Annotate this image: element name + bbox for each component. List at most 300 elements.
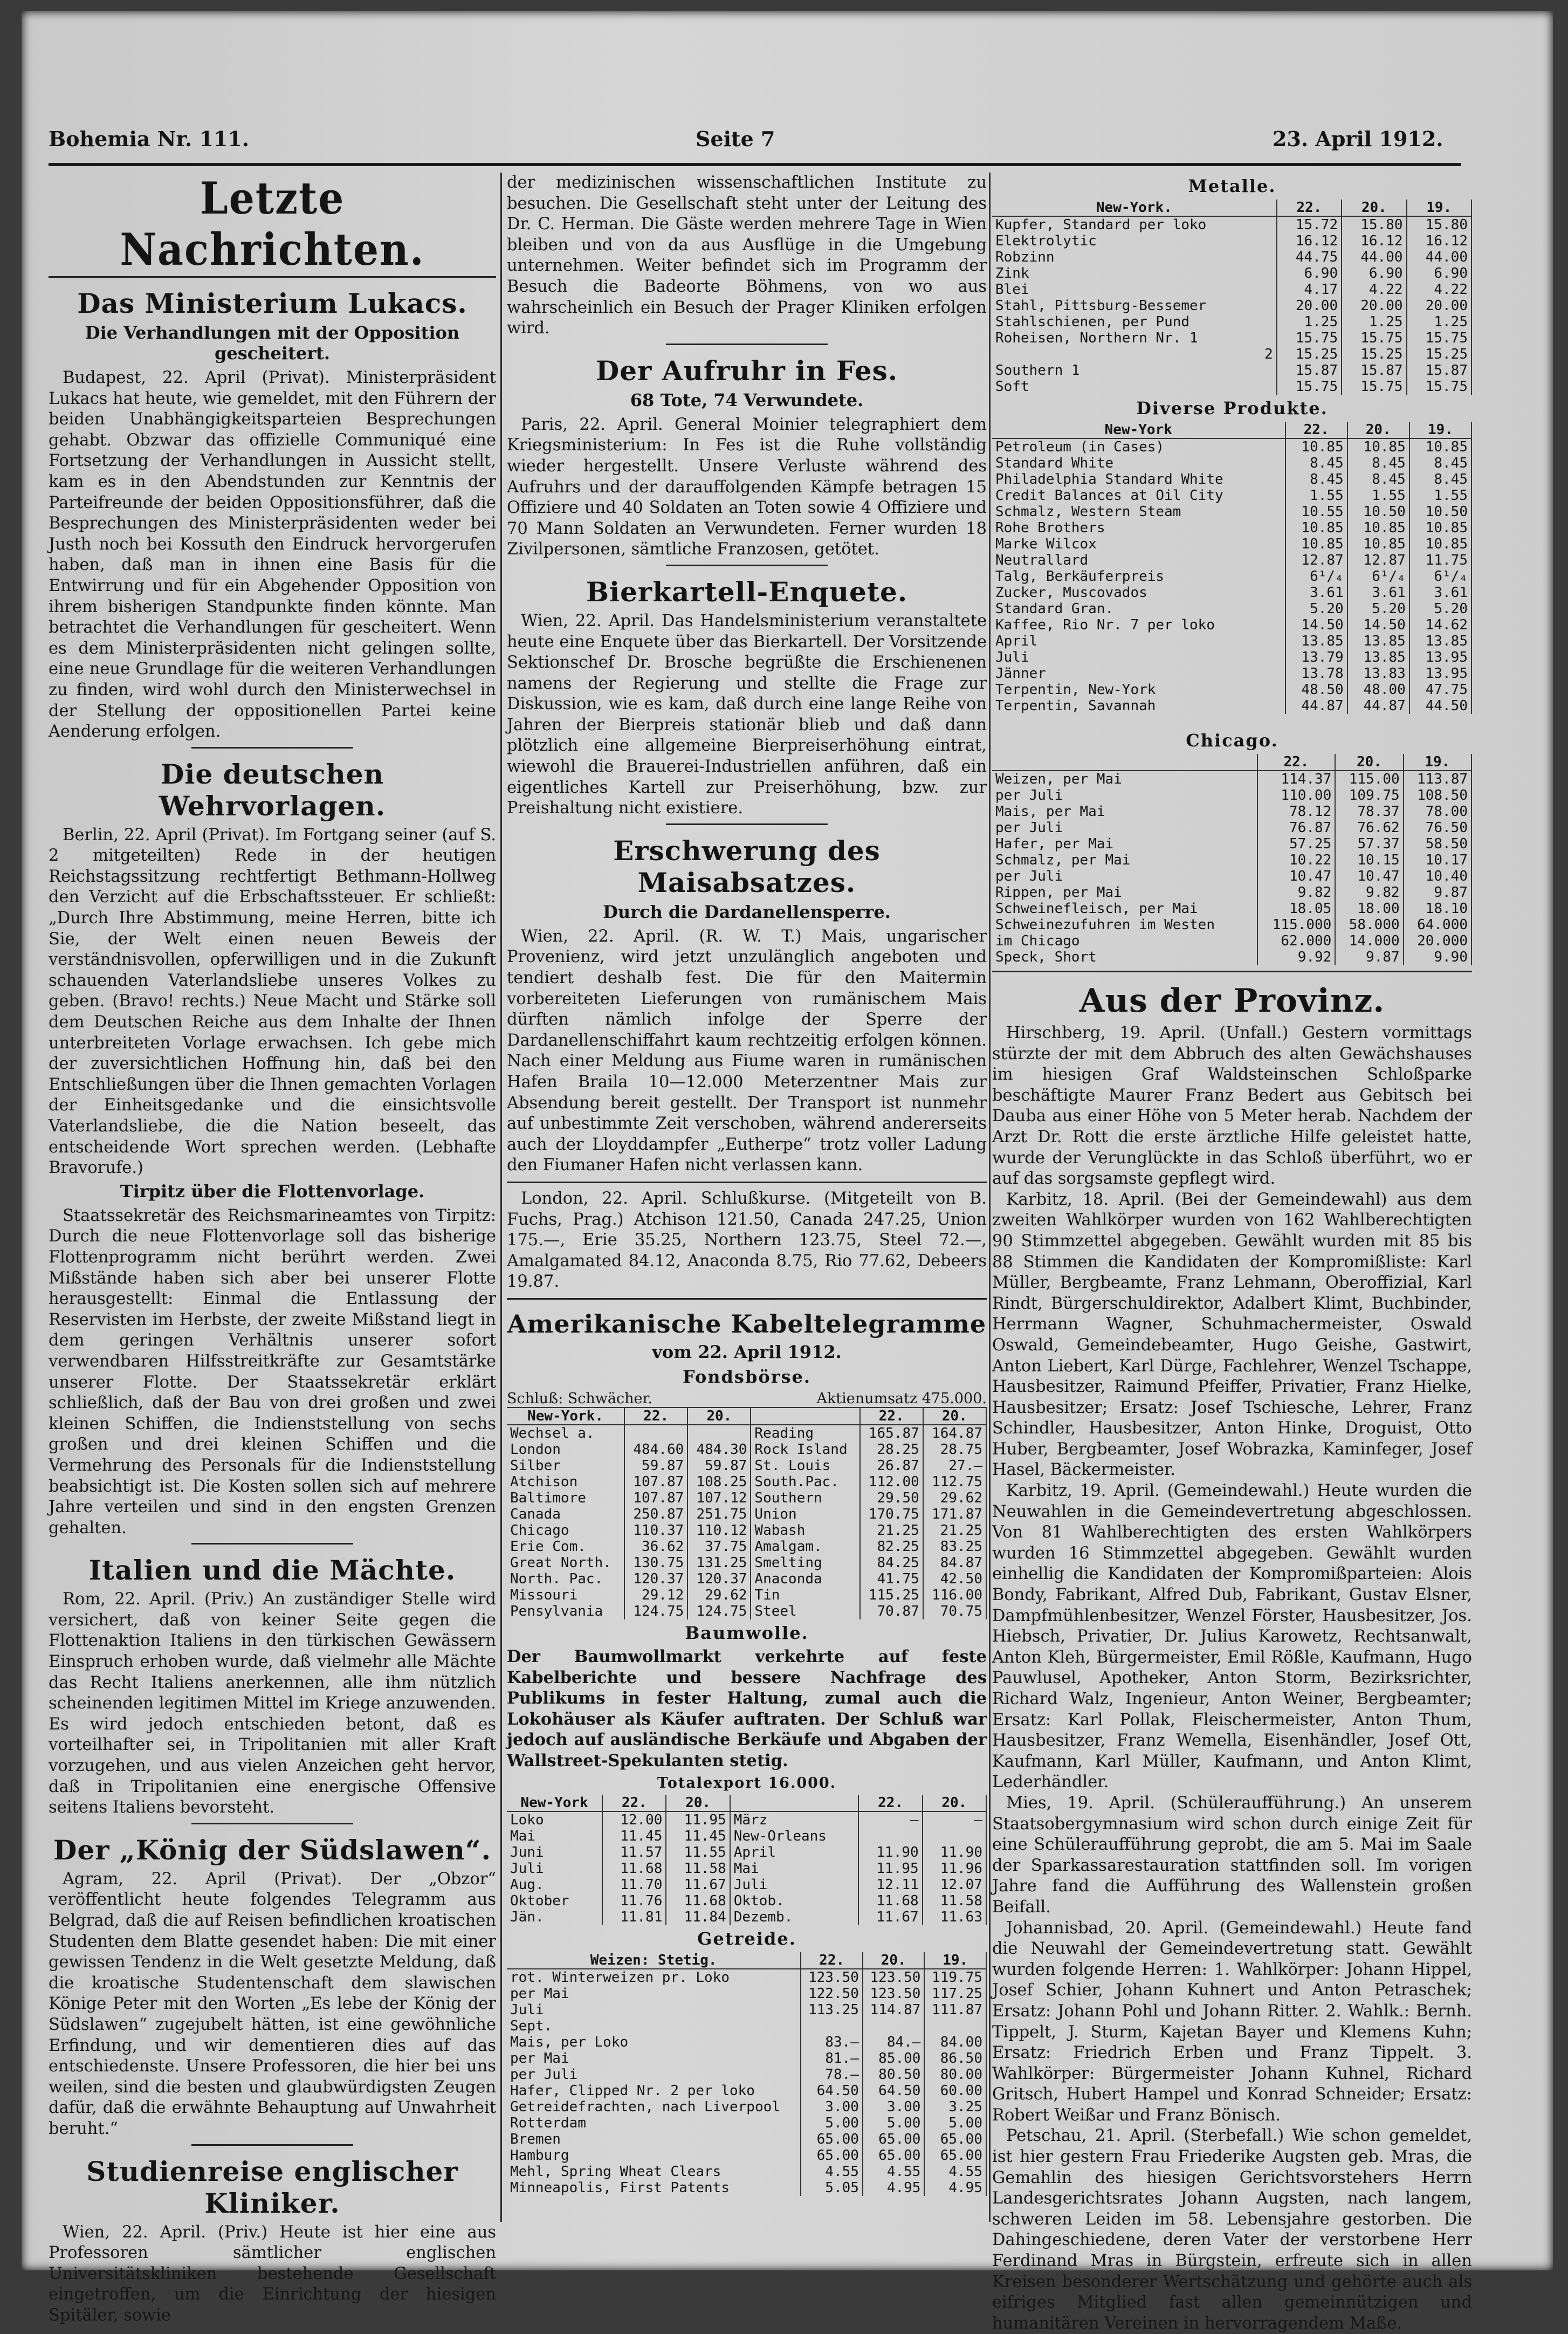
table-cell: 15.75 — [1342, 379, 1406, 395]
table-cell: 12.87 — [1285, 552, 1347, 568]
table-row — [507, 1490, 986, 1506]
table-header-cell: 22. — [858, 1795, 922, 1811]
table-cell: 11.58 — [923, 1893, 986, 1909]
table-cell: 4.55 — [801, 2164, 863, 2180]
table-cell: Rippen, per Mai — [992, 884, 1257, 901]
table-header-cell: 22. — [602, 1795, 666, 1811]
table-header-cell: New-York — [992, 422, 1285, 438]
table-cell: Mai — [730, 1861, 859, 1877]
table-header-cell: 22. — [801, 1952, 863, 1969]
table-cell: 28.25 — [860, 1441, 923, 1458]
table-row — [507, 2099, 986, 2115]
article-body: Johannisbad, 20. April. (Gemeindewahl.) Heute fand die Neuwahl der Gemeindevertretung statt. Gewählt wurden folgende Herren: 1. Wahlkörper: Johann Hippel, Josef Schier, Johann Kuhnert und Anton Petraschek; Ersatz: Johann Pohl und Johann Ritter. 2. Wahlk.: Bernh. Tippelt, J. Sturm, Kajetan Bayer und Klemens Kuhn; Ersatz: Friedrich Erben und Franz Tippelt. 3. Wahlkörper: Bürgermeister Johann Kuhnel, Richard Gritsch, Hubert Hampel und Konrad Schneider; Ersatz: Robert Weißar und Franz Bönisch. — [992, 1918, 1472, 2125]
table-cell: 14.000 — [1335, 933, 1403, 949]
table-cell: März — [730, 1811, 859, 1828]
table-cell: 4.95 — [924, 2180, 986, 2196]
table-cell: 70.75 — [923, 1603, 986, 1619]
table-header-cell: New-York. — [992, 200, 1277, 216]
table-cell: 14.62 — [1409, 617, 1471, 633]
table-header-cell: 19. — [1407, 200, 1471, 216]
divider — [191, 747, 353, 749]
table-row — [507, 1425, 986, 1441]
table-row — [992, 633, 1471, 649]
table-cell: 70.87 — [860, 1603, 923, 1619]
table-cell: 4.22 — [1342, 282, 1406, 298]
table-cell: Petroleum (in Cases) — [992, 438, 1285, 455]
table-cell: St. Louis — [751, 1458, 859, 1474]
table-row — [507, 2115, 986, 2131]
table-cell: per Juli — [507, 2067, 801, 2083]
table-cell: 5.20 — [1285, 601, 1347, 617]
table-cell: 18.05 — [1257, 901, 1336, 917]
table-cell: Schweinefleisch, per Mai — [992, 901, 1257, 917]
table-row — [992, 665, 1471, 682]
table-header-row — [507, 1795, 986, 1811]
table-cell: 11.70 — [602, 1877, 666, 1893]
table-cell: Wabash — [751, 1522, 859, 1539]
table-cell: 11.84 — [666, 1909, 730, 1925]
table-cell: 107.12 — [687, 1490, 751, 1506]
table-cell: 86.50 — [924, 2050, 986, 2067]
table-cell: Chicago — [507, 1522, 624, 1539]
table-cell: 11.68 — [666, 1893, 730, 1909]
table-cell: 15.75 — [1277, 330, 1342, 346]
table-cell: 10.85 — [1409, 520, 1471, 536]
table-cell: Rohe Brothers — [992, 520, 1285, 536]
table-cell: 80.50 — [863, 2067, 925, 2083]
table-cell: 1.25 — [1277, 314, 1342, 330]
table-cell: New-Orleans — [730, 1828, 859, 1844]
table-cell: 8.45 — [1347, 471, 1409, 488]
table-header-row — [992, 754, 1471, 771]
table-cell: 10.55 — [1285, 504, 1347, 520]
divider — [191, 1823, 353, 1824]
fonds-status-line — [507, 1390, 987, 1408]
table-cell: 4.55 — [863, 2164, 925, 2180]
getreide-title: Getreide. — [697, 1928, 796, 1949]
table-header-row — [507, 1408, 986, 1425]
article-subtitle: Die Verhandlungen mit der Opposition gescheitert. — [85, 322, 460, 363]
table-cell: 107.87 — [624, 1474, 687, 1490]
table-header-cell: New-York. — [507, 1408, 624, 1425]
table-cell: Juli — [507, 1861, 602, 1877]
table-cell: Juni — [507, 1844, 602, 1861]
table-cell: 116.00 — [923, 1587, 986, 1603]
table-cell: 15.25 — [1342, 346, 1406, 362]
table-row — [992, 933, 1471, 949]
table-row — [507, 1877, 986, 1893]
table-cell: 84.87 — [923, 1555, 986, 1571]
table-header-cell — [992, 754, 1257, 771]
column-left — [49, 173, 496, 2325]
table-cell: 11.76 — [602, 1893, 666, 1909]
table-cell: 107.87 — [624, 1490, 687, 1506]
table-cell: 13.83 — [1347, 665, 1409, 682]
table-row — [992, 617, 1471, 633]
article-body: Berlin, 22. April (Privat). Im Fortgang seiner (auf S. 2 mitgeteilten) Rede in der heutigen Reichstagssitzung rechtfertigt Bethmann-Hollweg den Verzicht auf die Erbschaftssteuer. Er schließt: „Durch Ihre Abstimmung, meine Herren, bitte ich Sie, der Welt einen neuen Beweis der verständnisvollen, opferwilligen und in die Zukunft schauenden Vaterlandsliebe unseres Volkes zu geben. (Bravo! rechts.) Neue Macht und Stärke soll dem Deutschen Reiche aus dem Inhalte der Ihnen unterbreiteten Vorlage erwachsen. Ich gebe mich der zuversichtlichen Hoffnung hin, daß bei den Entschließungen über die Ihnen gemachten Vorlagen der Einheitsgedanke und die einsichtsvolle Vaterlandsliebe, die die Nation beseelt, das entscheidende Wort sprechen werden. (Lebhafte Bravorufe.) — [49, 825, 496, 1178]
table-cell: 44.50 — [1409, 698, 1471, 714]
divider — [191, 2144, 353, 2146]
newspaper-page — [22, 11, 1553, 2333]
table-cell: Bremen — [507, 2131, 801, 2147]
table-cell: Great North. — [507, 1555, 624, 1571]
table-cell: 11.67 — [666, 1877, 730, 1893]
table-cell: London — [507, 1441, 624, 1458]
table-cell: 8.45 — [1409, 455, 1471, 471]
table-cell: 12.11 — [858, 1877, 922, 1893]
table-header-cell: 20. — [1335, 754, 1403, 771]
table-cell: Mais, per Loko — [507, 2034, 801, 2050]
article-body: Wien, 22. April. (R. W. T.) Mais, ungarischer Provenienz, wird jetzt unzulänglich angeboten und tendiert deshalb fest. Die für den Maitermin vorbereiteten Lieferungen von rumänischem Mais dürften nämlich infolge der Sperre der Dardanellenschiffahrt kaum rechtzeitig erfolgen können. Nach einer Meldung aus Fiume waren in rumänischen Hafen Braila 10—12.000 Meterzentner Mais zur Absendung bereit gestellt. Der Transport ist nunmehr auf unbestimmte Zeit verschoben, während andererseits auch der Lloyddampfer „Eutherpe“ trotz voller Ladung den Fiumaner Hafen nicht verlassen kann. — [507, 926, 987, 1175]
baumwolle-title: Baumwolle. — [685, 1622, 809, 1643]
table-row — [992, 282, 1471, 298]
table-row — [992, 488, 1471, 504]
table-cell: Blei — [992, 282, 1277, 298]
table-cell: 65.00 — [924, 2131, 986, 2147]
article-subtitle: 68 Tote, 74 Verwundete. — [630, 389, 864, 410]
metalle-title: Metalle. — [1188, 176, 1276, 196]
metalle-table — [992, 200, 1472, 395]
table-row — [992, 249, 1471, 265]
table-cell: per Mai — [507, 1986, 801, 2002]
table-cell: 124.75 — [624, 1603, 687, 1619]
table-row — [507, 1986, 986, 2002]
table-cell: Weizen, per Mai — [992, 771, 1257, 787]
table-header-cell: 20. — [923, 1408, 986, 1425]
table-cell: 9.92 — [1257, 949, 1336, 965]
table-cell: 131.25 — [687, 1555, 751, 1571]
table-cell: 65.00 — [801, 2131, 863, 2147]
table-cell: 84.25 — [860, 1555, 923, 1571]
table-cell: 78.12 — [1257, 804, 1336, 820]
table-cell: 76.87 — [1257, 820, 1336, 836]
table-cell: 11.96 — [923, 1861, 986, 1877]
article-body: Mies, 19. April. (Schüleraufführung.) An unserem Staatsobergymnasium wird schon durch einige Zeit für eine Schüleraufführung geprobt, die am 5. Mai im Saale der Sparkassarestauration stattfinden soll. Im vorigen Jahre fand die Aufführung des Wallenstein großen Beifall. — [992, 1793, 1472, 1917]
article-title: Studienreise englischer Kliniker. — [86, 2155, 458, 2219]
table-cell: 3.00 — [863, 2099, 925, 2115]
table-row — [992, 852, 1471, 868]
table-cell: 16.12 — [1342, 233, 1406, 249]
article-body: Karbitz, 19. April. (Gemeindewahl.) Heute wurden die Neuwahlen in die Gemeindevertretung abgeschlossen. Von 81 Wahlberechtigten des ersten Wahlkörpers wurden 16 Stimmzettel abgegeben. Gewählt wurden einhellig die Kandidaten der Kompromißparteien: Alois Bondy, Fabrikant, Alfred Dub, Fabrikant, Gustav Elsner, Dampfmühlenbesitzer, Wenzel Förster, Hausbesitzer, Jos. Hiebsch, Privatier, Dr. Julius Karowetz, Rechtsanwalt, Anton Kleh, Bürgermeister, Emil Rößle, Kaufmann, Hugo Pauwlusel, Apotheker, Anton Storm, Bezirksrichter, Richard Walz, Ingenieur, Anton Weiner, Bergbeamter; Ersatz: Karl Pollak, Fleischermeister, Anton Thum, Hausbesitzer, Franz Wemella, Eisenhändler, Josef Ott, Kaufmann, Karl Müller, Kaufmann, und Anton Klimt, Lederhändler. — [992, 1481, 1472, 1792]
table-cell: 250.87 — [624, 1506, 687, 1522]
table-row — [507, 2002, 986, 2018]
chicago-title: Chicago. — [1186, 730, 1278, 751]
table-row — [507, 2034, 986, 2050]
table-cell: South.Pac. — [751, 1474, 859, 1490]
table-cell: 120.37 — [687, 1571, 751, 1587]
table-cell: 44.87 — [1347, 698, 1409, 714]
table-cell: 76.62 — [1335, 820, 1403, 836]
table-cell: 48.50 — [1285, 682, 1347, 698]
table-cell: Jänner — [992, 665, 1285, 682]
table-cell: Juli — [507, 2002, 801, 2018]
table-cell: 123.50 — [863, 1986, 925, 2002]
table-cell — [858, 1828, 922, 1844]
table-cell: 29.62 — [687, 1587, 751, 1603]
table-cell: 16.12 — [1277, 233, 1342, 249]
table-row — [507, 2050, 986, 2067]
table-cell: Neutrallard — [992, 552, 1285, 568]
table-row — [507, 2131, 986, 2147]
table-cell: 5.20 — [1347, 601, 1409, 617]
table-cell: Mai — [507, 1828, 602, 1844]
table-row — [992, 471, 1471, 488]
getreide-table — [507, 1952, 987, 2196]
diverse-table — [992, 422, 1472, 714]
table-cell: 8.45 — [1347, 455, 1409, 471]
article-title: Die deutschen Wehrvorlagen. — [159, 758, 386, 822]
table-cell: 18.00 — [1335, 901, 1403, 917]
table-row — [992, 233, 1471, 249]
table-cell: Schmalz, per Mai — [992, 852, 1257, 868]
table-row — [507, 1893, 986, 1909]
table-cell: 20.00 — [1342, 298, 1406, 314]
table-cell: 4.95 — [863, 2180, 925, 2196]
table-cell: 8.45 — [1285, 455, 1347, 471]
table-header-cell — [751, 1408, 859, 1425]
table-cell: 11.58 — [666, 1861, 730, 1877]
table-cell: Aug. — [507, 1877, 602, 1893]
table-cell: Kaffee, Rio Nr. 7 per loko — [992, 617, 1285, 633]
table-cell: 11.95 — [666, 1811, 730, 1828]
divider — [49, 276, 496, 278]
table-row — [507, 1811, 986, 1828]
table-cell: 251.75 — [687, 1506, 751, 1522]
table-row — [992, 504, 1471, 520]
table-cell: 65.00 — [863, 2131, 925, 2147]
table-cell: 9.87 — [1335, 949, 1403, 965]
table-cell: 115.25 — [860, 1587, 923, 1603]
table-cell: Pensylvania — [507, 1603, 624, 1619]
diverse-title: Diverse Produkte. — [1136, 398, 1328, 418]
table-row — [992, 568, 1471, 585]
kabel-date: vom 22. April 1912. — [652, 1341, 842, 1362]
table-cell: 29.50 — [860, 1490, 923, 1506]
table-cell: Juli — [730, 1877, 859, 1893]
table-cell: Oktob. — [730, 1893, 859, 1909]
table-cell: 83.25 — [923, 1539, 986, 1555]
divider — [992, 971, 1472, 972]
table-cell: Reading — [751, 1425, 859, 1441]
table-row — [507, 1603, 986, 1619]
fonds-table — [507, 1408, 987, 1619]
chicago-table — [992, 754, 1472, 965]
table-cell: 113.25 — [801, 2002, 863, 2018]
table-cell: Terpentin, Savannah — [992, 698, 1285, 714]
divider — [666, 344, 828, 345]
article-body: Paris, 22. April. General Moinier telegraphiert dem Kriegsministerium: In Fes ist die Ruhe vollständig wieder hergestellt. Unsere Verluste während des Aufruhrs und der darauffolgenden Kämpfe betragen 15 Offiziere und 40 Soldaten an Toten sowie 4 Offiziere und 70 Mann Soldaten an Verwundeten. Ferner wurden 18 Zivilpersonen, sämtliche Franzosen, getötet. — [507, 415, 987, 559]
table-row — [507, 1969, 986, 1986]
table-cell: 2 — [992, 346, 1277, 362]
table-cell: 85.00 — [863, 2050, 925, 2067]
table-cell: Juli — [992, 649, 1285, 665]
table-cell: 10.22 — [1257, 852, 1336, 868]
table-cell: 8.45 — [1409, 471, 1471, 488]
table-cell: 82.25 — [860, 1539, 923, 1555]
table-cell: 29.62 — [923, 1490, 986, 1506]
table-cell: 15.25 — [1407, 346, 1471, 362]
table-cell: 65.00 — [801, 2147, 863, 2164]
table-cell: 1.55 — [1347, 488, 1409, 504]
table-cell: Steel — [751, 1603, 859, 1619]
table-cell: 65.00 — [924, 2147, 986, 2164]
table-cell: 123.50 — [801, 1969, 863, 1986]
table-cell: 10.50 — [1347, 504, 1409, 520]
table-row — [992, 698, 1471, 714]
table-cell: 5.20 — [1409, 601, 1471, 617]
baumwolle-text: Der Baumwollmarkt verkehrte auf feste Kabelberichte und bessere Nachfrage des Publikums in fester Haltung, zumal auch die Lokohäuser als Käufer auftraten. Der Schluß war jedoch auf ausländische Berkäufe und Abgaben der Wallstreet-Spekulanten stetig. — [507, 1646, 987, 1770]
table-row — [507, 1555, 986, 1571]
table-header-cell: 22. — [860, 1408, 923, 1425]
table-header-cell: 22. — [1257, 754, 1336, 771]
article-title: Das Ministerium Lukacs. — [77, 287, 467, 319]
table-row — [992, 820, 1471, 836]
table-cell: 10.17 — [1404, 852, 1471, 868]
table-row — [507, 2018, 986, 2034]
table-cell: 3.61 — [1409, 585, 1471, 601]
table-cell — [624, 1425, 687, 1441]
table-cell: 10.85 — [1347, 438, 1409, 455]
table-cell: 36.62 — [624, 1539, 687, 1555]
table-cell: 12.00 — [602, 1811, 666, 1828]
table-cell: 21.25 — [860, 1522, 923, 1539]
table-cell: Schweinezufuhren im Westen — [992, 917, 1257, 933]
article-body: Agram, 22. April (Privat). Der „Obzor“ veröffentlicht heute folgendes Telegramm aus Belgrad, daß die auf Reisen befindlichen kroatischen Studenten dem Blatte gesendet haben: Die mit einer gewissen Tendenz in die Welt gesetzte Meldung, daß die kroatische Studentenschaft dem slawischen Könige Peter mit den Worten „Es lebe der König der Südslawen“ zugejubelt hätten, ist eine gewöhnliche Erfindung, und wir dementieren dies auf das entschiedenste. Unsere Professoren, die hier bei uns weilen, sind die besten und glaubwürdigsten Zeugen dafür, daß die erwähnte Behauptung auf Unwahrheit beruht.“ — [49, 1869, 496, 2138]
table-cell: 122.50 — [801, 1986, 863, 2002]
table-cell: Standard Gran. — [992, 601, 1285, 617]
article-body: Hirschberg, 19. April. (Unfall.) Gestern vormittags stürzte der mit dem Abbruch des alten Gewächshauses im hiesigen Graf Waldsteinschen Schloßparke beschäftigte Maurer Franz Bedert aus Gebitsch bei Dauba aus einer Höhe von 5 Meter herab. Nachdem der Arzt Dr. Rott die erste ärztliche Hilfe geleistet hatte, wurde der Verunglückte in das Schloß überführt, wo er auf das sorgsamste gepflegt wird. — [992, 1024, 1472, 1189]
table-header-cell: 22. — [1285, 422, 1347, 438]
table-cell: 15.75 — [1407, 379, 1471, 395]
table-cell: 10.85 — [1285, 520, 1347, 536]
table-cell: Getreidefrachten, nach Liverpool — [507, 2099, 801, 2115]
table-cell: 44.75 — [1277, 249, 1342, 265]
table-row — [507, 1861, 986, 1877]
table-cell: 115.00 — [1335, 771, 1403, 787]
table-cell: Mehl, Spring Wheat Clears — [507, 2164, 801, 2180]
table-cell: 13.78 — [1285, 665, 1347, 682]
table-header-cell: 19. — [1404, 754, 1471, 771]
table-cell: 42.50 — [923, 1571, 986, 1587]
table-cell: 47.75 — [1409, 682, 1471, 698]
table-cell: 27.— — [923, 1458, 986, 1474]
table-cell: Hafer, Clipped Nr. 2 per loko — [507, 2083, 801, 2099]
table-cell: 5.05 — [801, 2180, 863, 2196]
table-cell: 11.90 — [858, 1844, 922, 1861]
table-row — [992, 771, 1471, 787]
table-cell: Hamburg — [507, 2147, 801, 2164]
table-cell: Sept. — [507, 2018, 801, 2034]
table-cell: 65.00 — [863, 2147, 925, 2164]
table-cell: rot. Winterweizen pr. Loko — [507, 1969, 801, 1986]
table-row — [992, 536, 1471, 552]
table-cell: Missouri — [507, 1587, 624, 1603]
table-cell: 76.50 — [1404, 820, 1471, 836]
divider — [507, 1298, 987, 1300]
table-cell: 115.000 — [1257, 917, 1336, 933]
table-cell: 4.55 — [924, 2164, 986, 2180]
table-cell: 124.75 — [687, 1603, 751, 1619]
table-cell: 11.45 — [602, 1828, 666, 1844]
table-cell: 28.75 — [923, 1441, 986, 1458]
table-header-row — [992, 422, 1471, 438]
table-cell: 484.30 — [687, 1441, 751, 1458]
table-row — [507, 2083, 986, 2099]
table-cell: Mais, per Mai — [992, 804, 1257, 820]
divider — [666, 565, 828, 566]
table-cell: 80.00 — [924, 2067, 986, 2083]
table-row — [507, 1522, 986, 1539]
table-row — [507, 1844, 986, 1861]
table-cell: 3.61 — [1285, 585, 1347, 601]
table-row — [992, 330, 1471, 346]
table-cell: 41.75 — [860, 1571, 923, 1587]
table-cell: Rock Island — [751, 1441, 859, 1458]
london-quotes: London, 22. April. Schlußkurse. (Mitgeteilt von B. Fuchs, Prag.) Atchison 121.50, Canada 247.25, Union 175.—, Erie 35.25, Northern 123.75, Steel 72.—, Amalgamated 84.12, Anaconda 8.75, Rio 77.62, Debeers 19.87. — [507, 1189, 987, 1292]
table-row — [992, 298, 1471, 314]
table-cell: 117.25 — [924, 1986, 986, 2002]
table-row — [992, 314, 1471, 330]
table-cell: Loko — [507, 1811, 602, 1828]
kabel-title: Amerikanische Kabeltelegramme — [507, 1309, 987, 1338]
table-cell: 9.82 — [1335, 884, 1403, 901]
table-cell: 29.12 — [624, 1587, 687, 1603]
article-body: Staatssekretär des Reichsmarineamtes von Tirpitz: Durch die neue Flottenvorlage soll das bisherige Flottenprogramm nicht berührt werden. Zwei Mißstände haben sich aber bei unserer Flotte herausgestellt: Einmal die Entlassung der Reservisten im Herbste, der zweite Mißstand liegt in dem geringen Verhältnis unserer sofort verwendbaren Hilfsstreitkräfte zur Gesamtstärke unserer Flotte. Der Staatssekretär erklärt schließlich, daß der Bau von drei großen und zwei kleinen Schiffen, die Indienststellung von sechs großen und drei kleinen Schiffen und die Vermehrung des Personals für die Indienststellung beabsichtigt ist. Die Kosten sollen sich auf mehrere Jahre verteilen und sind in den engsten Grenzen gehalten. — [49, 1206, 496, 1537]
table-header-row — [507, 1952, 986, 1969]
table-cell: 111.87 — [924, 2002, 986, 2018]
table-row — [507, 2164, 986, 2180]
table-cell: 119.75 — [924, 1969, 986, 1986]
table-header-cell — [730, 1795, 859, 1811]
table-cell: 15.87 — [1342, 362, 1406, 379]
table-cell: 130.75 — [624, 1555, 687, 1571]
table-cell: Tin — [751, 1587, 859, 1603]
table-cell: Soft — [992, 379, 1277, 395]
table-row — [992, 520, 1471, 536]
table-cell: Credit Balances at Oil City — [992, 488, 1285, 504]
header-page: Seite 7 — [696, 127, 775, 151]
table-cell: 44.00 — [1407, 249, 1471, 265]
table-cell: 11.95 — [858, 1861, 922, 1877]
table-cell: 78.— — [801, 2067, 863, 2083]
table-cell: 11.81 — [602, 1909, 666, 1925]
table-cell: 112.75 — [923, 1474, 986, 1490]
table-cell: 15.25 — [1277, 346, 1342, 362]
table-cell: 15.87 — [1277, 362, 1342, 379]
table-cell: 57.25 — [1257, 836, 1336, 852]
table-cell: 10.47 — [1257, 868, 1336, 884]
table-cell: 20.00 — [1277, 298, 1342, 314]
table-cell: 113.87 — [1404, 771, 1471, 787]
table-row — [992, 438, 1471, 455]
table-row — [992, 949, 1471, 965]
table-header-cell: 22. — [1277, 200, 1342, 216]
table-cell: per Juli — [992, 868, 1257, 884]
table-row — [507, 1474, 986, 1490]
table-row — [992, 868, 1471, 884]
table-cell: 44.00 — [1342, 249, 1406, 265]
table-cell: 10.85 — [1347, 520, 1409, 536]
table-cell: 11.68 — [858, 1893, 922, 1909]
table-cell: 13.95 — [1409, 665, 1471, 682]
table-cell — [923, 1828, 986, 1844]
table-cell: 59.87 — [687, 1458, 751, 1474]
table-cell: 15.80 — [1342, 216, 1406, 233]
table-cell: Zink — [992, 265, 1277, 282]
table-header-cell: Weizen: Stetig. — [507, 1952, 801, 1969]
table-cell: 120.37 — [624, 1571, 687, 1587]
table-row — [992, 216, 1471, 233]
